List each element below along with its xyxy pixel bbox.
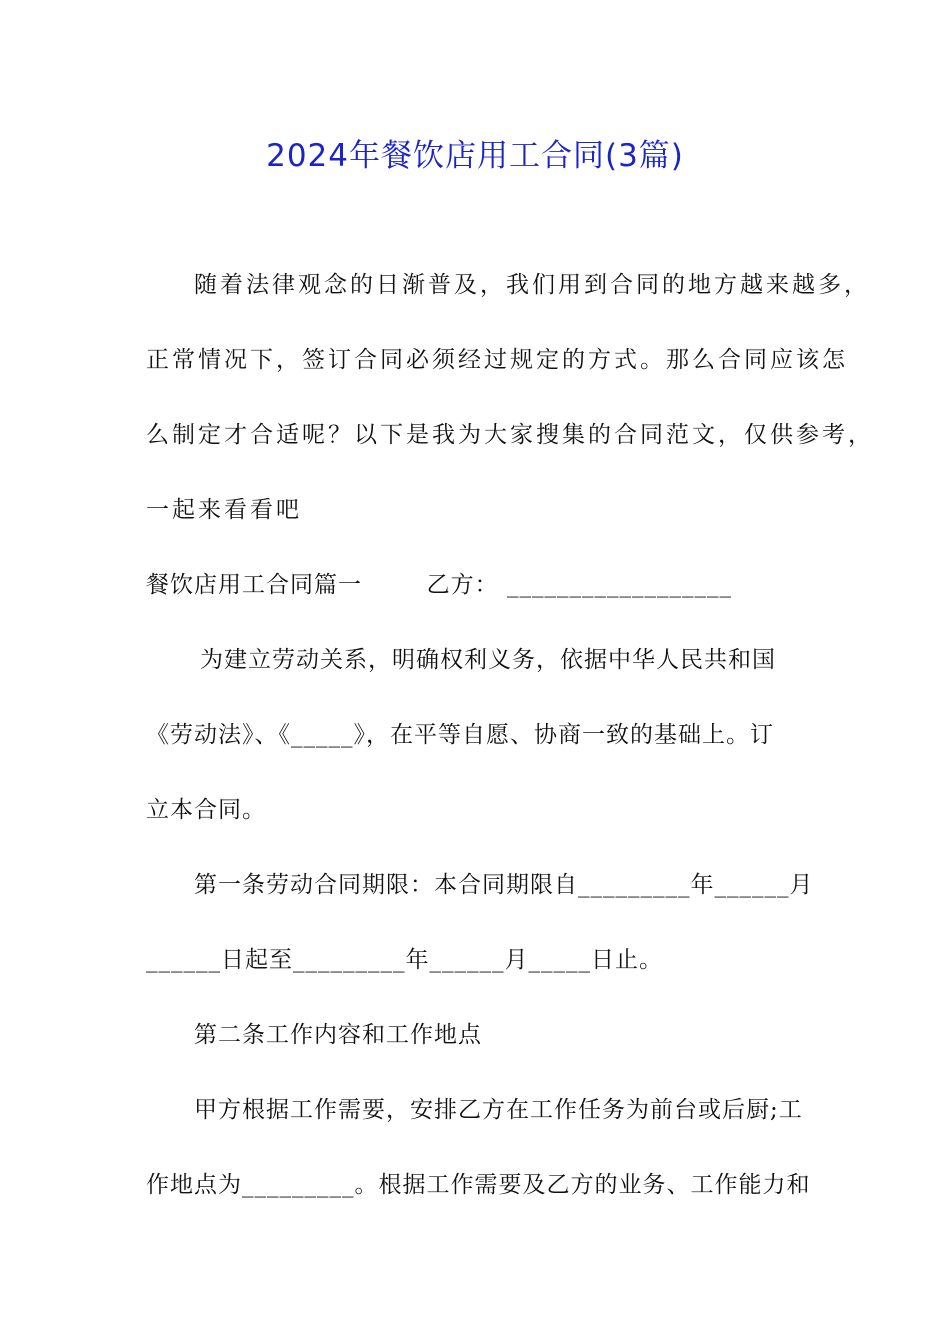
section-heading: 餐饮店用工合同篇一 <box>146 572 362 598</box>
para1-line-3: 立本合同。 <box>146 797 266 823</box>
article2-heading: 第二条工作内容和工作地点 <box>194 1022 482 1048</box>
para1-line-2: 《劳动法》、《_____》，在平等自愿、协商一致的基础上。订 <box>146 722 774 748</box>
party-b-blank: __________________ <box>506 572 732 598</box>
article2-line-2: 作地点为_________。根据工作需要及乙方的业务、工作能力和 <box>146 1172 811 1198</box>
article1-line-2: ______日起至_________年______月_____日止。 <box>146 947 663 973</box>
article1-line-1: 第一条劳动合同期限：本合同期限自_________年______月 <box>194 872 814 898</box>
party-b-label: 乙方： <box>426 572 499 598</box>
intro-line-4: 一起来看看吧 <box>146 497 302 523</box>
document-title: 2024年餐饮店用工合同(3篇) <box>266 138 684 174</box>
article2-line-1: 甲方根据工作需要，安排乙方在工作任务为前台或后厨;工 <box>194 1097 803 1123</box>
intro-line-1: 随着法律观念的日渐普及，我们用到合同的地方越来越多， <box>194 272 870 298</box>
intro-line-2: 正常情况下，签订合同必须经过规定的方式。那么合同应该怎 <box>146 347 848 373</box>
intro-line-3: 么制定才合适呢？以下是我为大家搜集的合同范文，仅供参考， <box>146 422 874 448</box>
section-heading-row <box>146 570 732 600</box>
para1-line-1: 为建立劳动关系，明确权利义务，依据中华人民共和国 <box>200 647 776 673</box>
